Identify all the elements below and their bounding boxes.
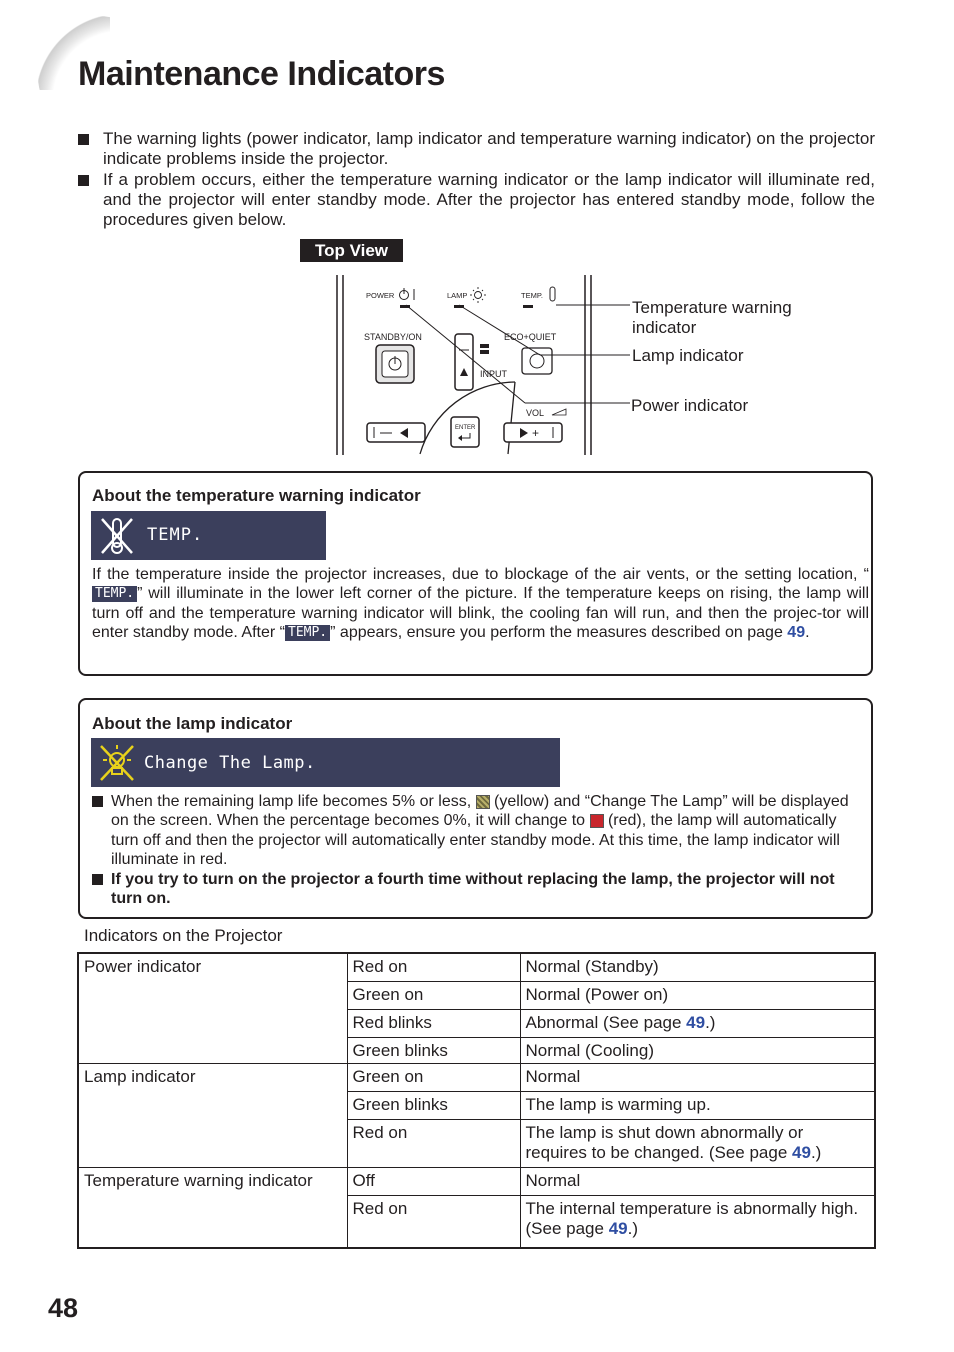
page-link-49[interactable]: 49 — [787, 623, 806, 641]
lamp-warning-icon — [97, 742, 137, 784]
temp-osd-banner — [91, 511, 326, 560]
indicators-table — [77, 952, 876, 1249]
projector-top-view-diagram — [330, 272, 630, 457]
table-row: Green blinks The lamp is warming up. — [78, 1091, 875, 1119]
eco-label: ECO+QUIET — [504, 332, 557, 342]
input-label: INPUT — [480, 369, 507, 379]
temp-box-paragraph: If the temperature inside the projector increases, due to blockage of the air vents, or the setting location, “TEMP. ” will illuminate in the lower left corner of the picture. If the temperature keeps on rising, the lamp will turn off and the temperature warning indicator will blink, the cooling fan will run, and then the projec-tor will enter standby mode. After “ TEMP. ” appears, ensure you perform the measures described on page 49. — [92, 566, 869, 641]
lamp-list-item-2: If you try to turn on the projector a fourth time without replacing the lamp, the projector will not turn on. — [92, 870, 867, 909]
red-lamp-icon — [590, 814, 604, 828]
lamp-indicator-callout: Lamp indicator — [632, 346, 744, 365]
lamp-box-title: About the lamp indicator — [92, 714, 293, 733]
bullet-square-icon — [92, 874, 103, 885]
temp-warning-icon — [99, 516, 135, 556]
temp-warning-callout: Temperature warning indicator — [632, 298, 792, 337]
vol-label: VOL — [526, 408, 545, 418]
intro-bullet-1: The warning lights (power indicator, lamp indicator and temperature warning indicator) on the projector indicate problems inside the projector. — [78, 129, 875, 169]
temp-osd-text: TEMP. — [147, 525, 204, 545]
intro-bullet-2: If a problem occurs, either the temperature warning indicator or the lamp indicator will illuminate red, and the projector will enter standby mode. After the projector has entered standby mode, follow the procedures given below. — [78, 170, 875, 230]
enter-button — [451, 417, 479, 447]
table-row: Temperature warning indicator Off Normal — [78, 1167, 875, 1195]
temp-label: TEMP. — [521, 291, 543, 300]
bullet-square-icon — [92, 796, 103, 807]
lamp-symbol-icon — [470, 287, 486, 303]
temp-box-title: About the temperature warning indicator — [92, 486, 421, 505]
table-row: Red on The lamp is shut down abnormally or requires to be changed. (See page 49.) — [78, 1119, 875, 1167]
bullet-square-icon — [78, 134, 89, 145]
power-indicator-callout: Power indicator — [631, 396, 749, 415]
table-row: Green on Normal (Power on) — [78, 981, 875, 1009]
table-row: Red on The internal temperature is abnormally high. (See page 49.) — [78, 1195, 875, 1248]
table-row: Lamp indicator Green on Normal — [78, 1063, 875, 1091]
lamp-osd-banner — [91, 738, 560, 787]
lamp-label: LAMP — [447, 291, 468, 300]
lamp-box-list — [92, 792, 867, 908]
temp-indicator-cell: Temperature warning indicator — [78, 1167, 347, 1248]
yellow-lamp-icon — [476, 795, 490, 809]
bullet-square-icon — [78, 175, 89, 186]
lamp-list-item-1: When the remaining lamp life becomes 5% or less, (yellow) and “Change The Lamp” will be displayed on the screen. When the percentage becomes 0%, it will change to (red), the lamp will automatically turn off and then the projector will automatically enter standby mode. At this time, the lamp indicator will illuminate in red. — [92, 792, 867, 870]
enter-label: ENTER — [455, 425, 476, 431]
lamp-indicator-cell: Lamp indicator — [78, 1063, 347, 1167]
top-view-heading: Top View — [300, 239, 403, 262]
thermometer-icon — [550, 287, 555, 301]
page-link-49[interactable]: 49 — [608, 1218, 628, 1238]
standby-label: STANDBY/ON — [364, 332, 422, 342]
temp-warning-box — [78, 471, 873, 676]
page-link-49[interactable]: 49 — [686, 1012, 706, 1032]
power-indicator-cell: Power indicator — [78, 953, 347, 1063]
table-row: Red blinks Abnormal (See page 49.) — [78, 1009, 875, 1037]
temp-chip-inline: TEMP. — [92, 586, 137, 602]
svg-text:+: + — [532, 426, 540, 440]
power-label: POWER — [366, 291, 395, 300]
input-button — [455, 334, 473, 390]
lamp-osd-text: Change The Lamp. — [144, 753, 316, 773]
table-caption: Indicators on the Projector — [84, 926, 283, 945]
eco-quiet-button — [522, 348, 552, 374]
page-number: 48 — [48, 1293, 79, 1323]
table-row: Green blinks Normal (Cooling) — [78, 1037, 875, 1063]
page-link-49[interactable]: 49 — [792, 1142, 811, 1162]
temp-chip-inline: TEMP. — [285, 625, 330, 641]
left-button — [367, 423, 425, 442]
temp-indicator-led — [523, 305, 533, 308]
power-symbol-icon — [400, 288, 415, 300]
page-title: Maintenance Indicators — [78, 55, 445, 93]
table-row: Power indicator Red on Normal (Standby) — [78, 953, 875, 981]
lamp-indicator-box — [78, 698, 873, 919]
